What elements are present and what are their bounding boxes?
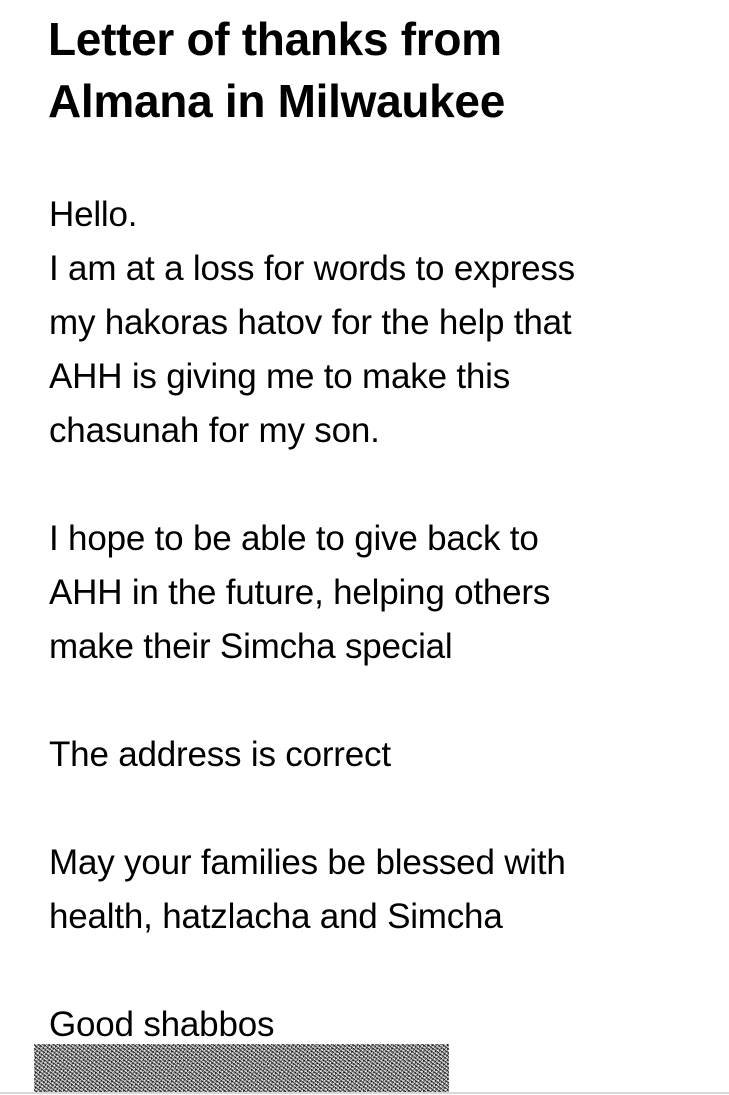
- bottom-divider: [0, 1092, 729, 1094]
- paragraph-address: [49, 728, 719, 782]
- paragraph-line: AHH is giving me to make this: [49, 357, 511, 396]
- paragraph-line: AHH in the future, helping others: [49, 573, 551, 612]
- letter-body: [49, 188, 719, 1052]
- paragraph-line: my hakoras hatov for the help that: [49, 303, 572, 342]
- closing: Good shabbos: [49, 1005, 275, 1044]
- paragraph-line: The address is correct: [49, 735, 391, 774]
- letter-title: [48, 8, 708, 132]
- title-line-1: Letter of thanks from: [48, 13, 502, 65]
- paragraph-give-back: [49, 512, 719, 674]
- paragraph-line: I am at a loss for words to express: [49, 249, 575, 288]
- paragraph-line: health, hatzlacha and Simcha: [49, 897, 503, 936]
- paragraph-line: chasunah for my son.: [49, 411, 380, 450]
- paragraph-blessing: [49, 836, 719, 944]
- paragraph-line: May your families be blessed with: [49, 843, 566, 882]
- paragraph-line: I hope to be able to give back to: [49, 519, 539, 558]
- paragraph-spacer: [49, 674, 719, 728]
- greeting: Hello.: [49, 195, 138, 234]
- paragraph-spacer: [49, 458, 719, 512]
- paragraph-line: make their Simcha special: [49, 627, 453, 666]
- paragraph-spacer: [49, 782, 719, 836]
- redacted-signature: [34, 1044, 449, 1094]
- title-line-2: Almana in Milwaukee: [48, 75, 505, 127]
- paragraph-gratitude: [49, 242, 719, 458]
- paragraph-spacer: [49, 944, 719, 998]
